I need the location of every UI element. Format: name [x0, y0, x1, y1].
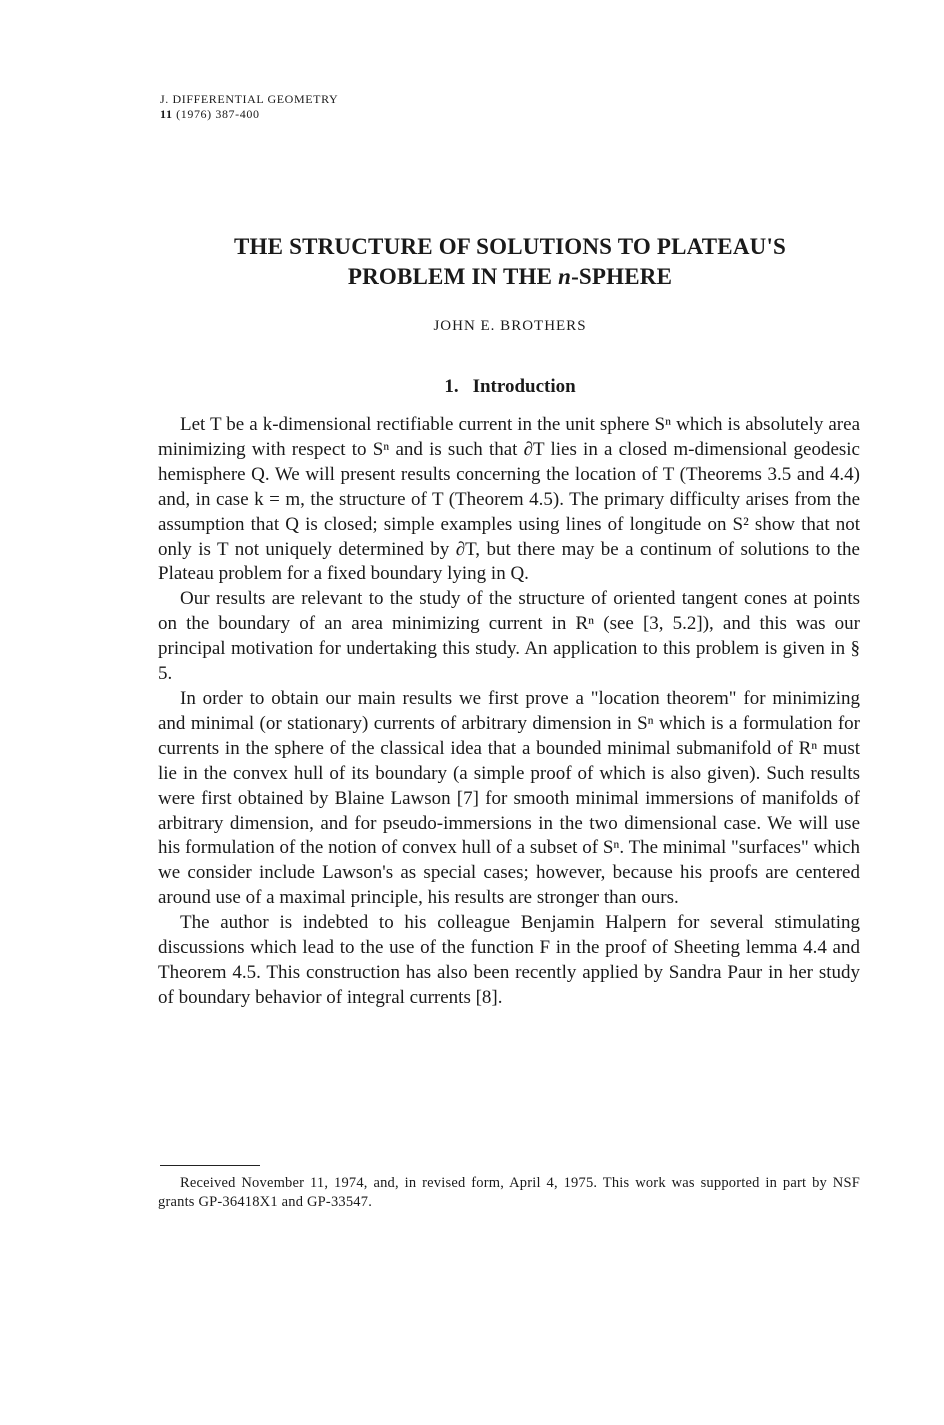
section-heading	[150, 376, 870, 398]
title-line-2	[150, 262, 870, 292]
title-line-2-suffix: -SPHERE	[571, 264, 673, 289]
section-number: 1.	[444, 376, 459, 397]
title-line-1: THE STRUCTURE OF SOLUTIONS TO PLATEAU'S	[233, 234, 787, 259]
journal-volume: 11	[160, 107, 173, 121]
journal-volume-line	[160, 107, 338, 122]
title-line-2-prefix: PROBLEM IN THE	[347, 264, 559, 289]
author-name: JOHN E. BROTHERS	[433, 318, 587, 334]
title-line-2-variable: n	[558, 264, 572, 289]
journal-header	[160, 92, 338, 122]
footnote: Received November 11, 1974, and, in revised form, April 4, 1975. This work was supported in part by NSF grants GP-36418X1 and GP-33547.	[158, 1175, 860, 1210]
body-text	[158, 413, 860, 1011]
paragraph-2: Our results are relevant to the study of the structure of oriented tangent cones at points on the boundary of an area minimizing current in Rⁿ (see [3, 5.2]), and this was our principal motivation for undertaking this study. An application to this problem is given in § 5.	[158, 588, 860, 685]
footnote-rule	[160, 1165, 260, 1166]
section-title: Introduction	[472, 376, 576, 397]
journal-name: J. DIFFERENTIAL GEOMETRY	[160, 92, 339, 106]
journal-year-pages: (1976) 387-400	[176, 107, 260, 121]
paragraph-4: The author is indebted to his colleague Benjamin Halpern for several stimulating discussions which lead to the use of the function F in the proof of Sheeting lemma 4.4 and Theorem 4.5. This construction has also been recently applied by Sandra Paur in her study of boundary behavior of integral currents [8].	[158, 912, 860, 1008]
paper-title	[150, 232, 870, 292]
paragraph-1: Let T be a k-dimensional rectifiable current in the unit sphere Sⁿ which is absolutely area minimizing with respect to Sⁿ and is such that ∂T lies in a closed m-dimensional geodesic hemisphere Q. We will present results concerning the location of T (Theorems 3.5 and 4.4) and, in case k = m, the structure of T (Theorem 4.5). The primary difficulty arises from the assumption that Q is closed; simple examples using lines of longitude on S² show that not only is T not uniquely determined by ∂T, but there may be a continum of solutions to the Plateau problem for a fixed boundary lying in Q.	[158, 414, 860, 585]
paragraph-3: In order to obtain our main results we first prove a "location theorem" for minimizing and minimal (or stationary) currents of arbitrary dimension in Sⁿ which is a formulation for currents in the sphere of the classical idea that a bounded minimal submanifold of Rⁿ must lie in the convex hull of its boundary (a simple proof of which is also given). Such results were first obtained by Blaine Lawson [7] for smooth minimal immersions of manifolds of arbitrary dimension, and for pseudo-immersions in the two dimensional case. We will use his formulation of the notion of convex hull of a subset of Sⁿ. The minimal "surfaces" which we consider include Lawson's as special cases; however, because his proofs are centered around use of a maximal principle, his results are stronger than ours.	[158, 687, 860, 909]
